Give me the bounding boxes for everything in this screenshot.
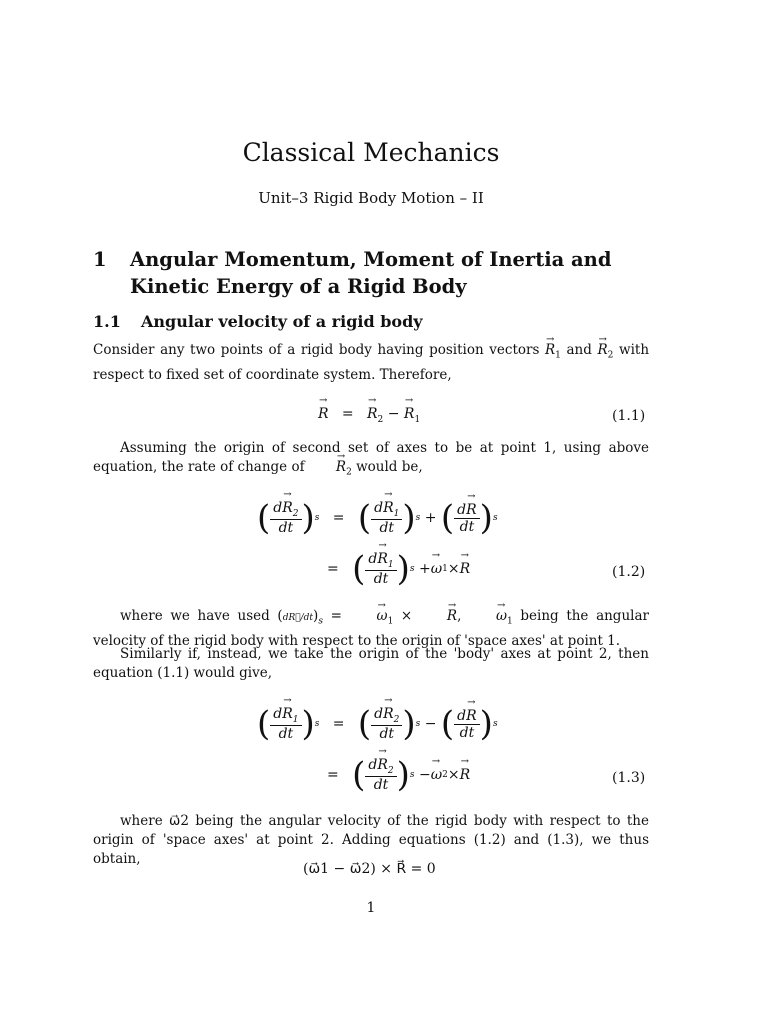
equation-1-3-line1: ( $\frac{d\to R_1}{dt}$ ) s = ( $\frac{d\to R_2}{dt}$ ) s − ( $\frac{d\to R}{dt}$ ) s [257,704,498,744]
section-number: 1 [93,248,107,271]
equation-1-2-line2: = ( $\frac{d\to R_1}{dt}$ ) s + → ω 1 × → R [327,549,470,589]
equation-label: (1.1) [612,408,646,424]
paragraph-3: where we have used $(dR⃗/dt)_s$ = → $\omega_1$ × → R, → $\omega_1$ being the angular velocity of the rigid body with respect to the origin of 'space axes' at point 1. [93,607,649,651]
paragraph-1: Consider any two points of a rigid body having position vectors → $R_1$ and → $R_2$ with respect to fixed set of coordinate system. Therefore, [93,341,649,385]
document-title: Classical Mechanics [242,138,500,167]
page-number: 1 [366,900,376,916]
paragraph-5: where ω⃗2 being the angular velocity of the rigid body with respect to the origin of 'space axes' at point 2. Adding equations (1.2) and (1.3), we thus obtain, [93,813,649,867]
equation-label: (1.2) [612,564,646,580]
paragraph-4: Similarly if, instead, we take the origin of the 'body' axes at point 2, then equation (1.1) would give, [93,646,649,681]
equation-1-3-line2: = ( $\frac{d\to R_2}{dt}$ ) s − → ω 2 × → R [327,755,470,795]
paragraph-2: Assuming the origin of second set of axes to be at point 1, using above equation, the rate of change of → $R_2$ would be, [93,439,649,483]
equation-1-4: (ω⃗1 − ω⃗2) × R⃗ = 0 [303,861,436,877]
subsection-number: 1.1 [93,312,121,331]
section-title: Angular Momentum, Moment of Inertia and Kinetic Energy of a Rigid Body [130,248,612,298]
subsection-title: Angular velocity of a rigid body [141,312,423,331]
equation-label: (1.3) [612,770,646,786]
equation-1-2-line1: ( $\frac{d\to R_2}{dt}$ ) s = ( $\frac{d\to R_1}{dt}$ ) s + ( $\frac{d\to R}{dt}$ ) s [257,498,498,538]
document-subtitle: Unit–3 Rigid Body Motion – II [258,189,484,207]
equation-1-1: → R = → $R_2$ − → $R_1$ [318,406,420,425]
